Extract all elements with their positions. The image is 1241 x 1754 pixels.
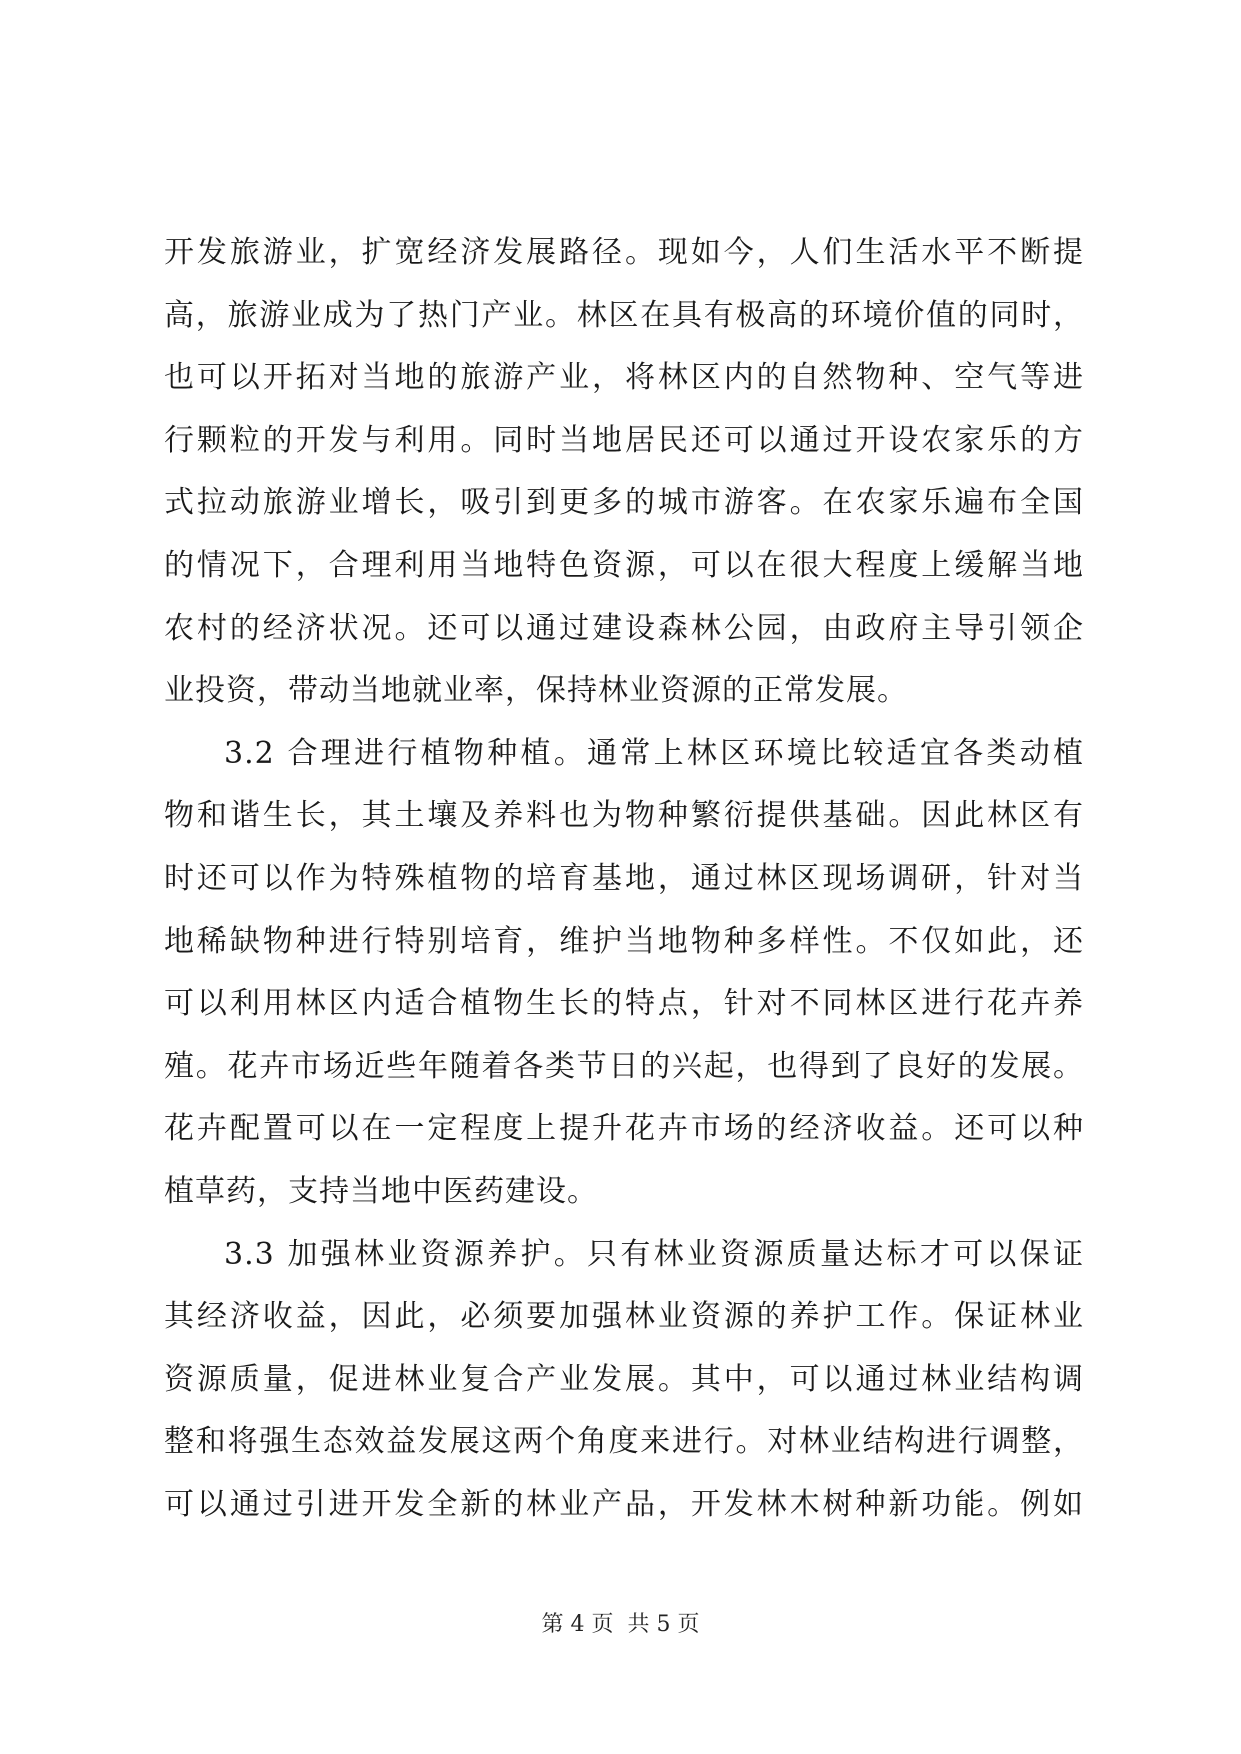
paragraph-1-line-4: 行颗粒的开发与利用。同时当地居民还可以通过开设农家乐的方	[164, 422, 1084, 458]
page-total: 共 5 页	[627, 1612, 700, 1637]
paragraph-3-line-2: 其经济收益，因此，必须要加强林业资源的养护工作。保证林业	[164, 1299, 1084, 1335]
paragraph-3-line-1: 3.3 加强林业资源养护。只有林业资源质量达标才可以保证	[224, 1236, 1084, 1272]
paragraph-1-line-5: 式拉动旅游业增长，吸引到更多的城市游客。在农家乐遍布全国	[164, 485, 1084, 521]
paragraph-3-line-3: 资源质量，促进林业复合产业发展。其中，可以通过林业结构调	[164, 1361, 1084, 1397]
paragraph-2-line-4: 地稀缺物种进行特别培育，维护当地物种多样性。不仅如此，还	[164, 923, 1084, 959]
paragraph-2-line-5: 可以利用林区内适合植物生长的特点，针对不同林区进行花卉养	[164, 986, 1084, 1022]
page-number: 第 4 页	[541, 1612, 614, 1637]
paragraph-2-line-7: 花卉配置可以在一定程度上提升花卉市场的经济收益。还可以种	[164, 1111, 1084, 1147]
paragraph-3-line-4: 整和将强生态效益发展这两个角度来进行。对林业结构进行调整，	[164, 1424, 1084, 1460]
paragraph-2-line-8: 植草药，支持当地中医药建设。	[164, 1173, 598, 1209]
paragraph-1-line-6: 的情况下，合理利用当地特色资源，可以在很大程度上缓解当地	[164, 547, 1084, 583]
paragraph-1-line-7: 农村的经济状况。还可以通过建设森林公园，由政府主导引领企	[164, 610, 1084, 646]
paragraph-1-line-8: 业投资，带动当地就业率，保持林业资源的正常发展。	[164, 673, 908, 709]
paragraph-1-line-1: 开发旅游业，扩宽经济发展路径。现如今，人们生活水平不断提	[164, 235, 1084, 270]
paragraph-1-line-3: 也可以开拓对当地的旅游产业，将林区内的自然物种、空气等进	[164, 360, 1084, 396]
paragraph-3-line-5: 可以通过引进开发全新的林业产品，开发林木树种新功能。例如	[164, 1486, 1084, 1522]
document-body	[164, 222, 1084, 1536]
page-footer	[0, 1610, 1241, 1640]
paragraph-2-line-3: 时还可以作为特殊植物的培育基地，通过林区现场调研，针对当	[164, 860, 1084, 896]
paragraph-1-line-2: 高，旅游业成为了热门产业。林区在具有极高的环境价值的同时，	[164, 297, 1084, 333]
paragraph-2-line-6: 殖。花卉市场近些年随着各类节日的兴起，也得到了良好的发展。	[164, 1048, 1084, 1084]
paragraph-2-line-1: 3.2 合理进行植物种植。通常上林区环境比较适宜各类动植	[224, 735, 1084, 771]
paragraph-2-line-2: 物和谐生长，其土壤及养料也为物种繁衍提供基础。因此林区有	[164, 798, 1084, 834]
